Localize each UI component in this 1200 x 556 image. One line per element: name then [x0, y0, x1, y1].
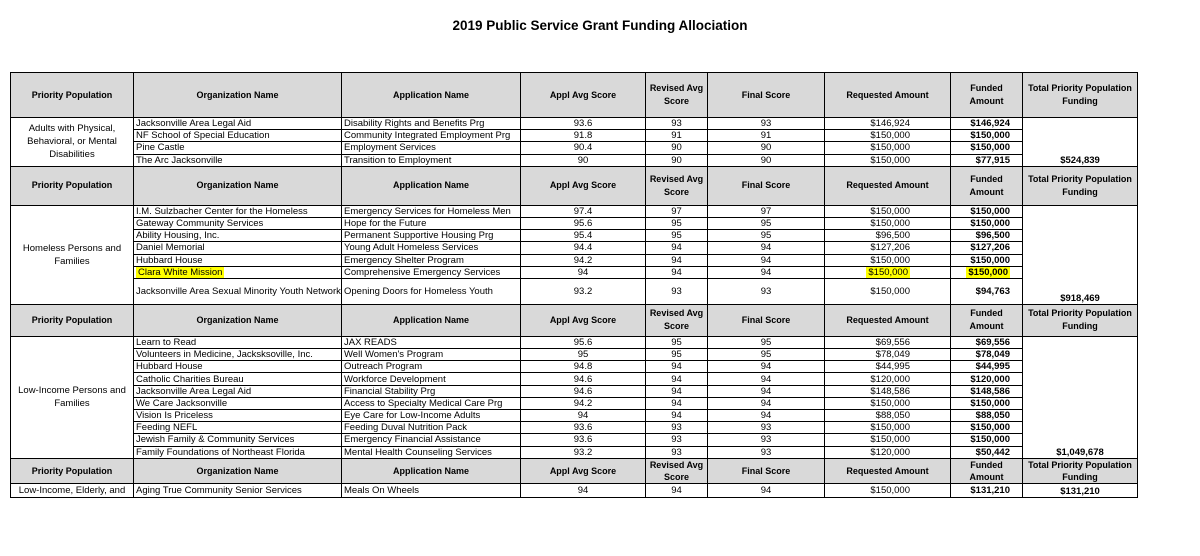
column-header-total-priority-population-funding: Total Priority Population Funding [1023, 304, 1138, 336]
column-header-application-name: Application Name [342, 73, 521, 118]
requested-amount-cell: $120,000 [825, 446, 951, 458]
funded-amount-cell: $88,050 [951, 410, 1023, 422]
column-header-funded-amount: Funded Amount [951, 304, 1023, 336]
requested-amount-cell: $44,995 [825, 361, 951, 373]
column-header-requested-amount: Requested Amount [825, 458, 951, 483]
column-header-revised-avg-score: Revised Avg Score [646, 304, 708, 336]
table-row [11, 142, 1138, 154]
appl-avg-score-cell: 93.2 [521, 278, 646, 304]
funded-amount-cell: $148,586 [951, 385, 1023, 397]
revised-avg-score-cell: 94 [646, 385, 708, 397]
appl-avg-score-cell: 94.2 [521, 254, 646, 266]
final-score-cell: 95 [708, 230, 825, 242]
revised-avg-score-cell: 95 [646, 230, 708, 242]
application-name-cell: Community Integrated Employment Prg [342, 130, 521, 142]
requested-amount-cell: $150,000 [825, 154, 951, 166]
requested-amount-cell: $150,000 [825, 254, 951, 266]
table-row [11, 154, 1138, 166]
organization-name-cell: Hubbard House [134, 254, 342, 266]
requested-amount-cell: $150,000 [825, 422, 951, 434]
page-title: 2019 Public Service Grant Funding Allociation [452, 18, 748, 33]
appl-avg-score-cell: 95.6 [521, 336, 646, 348]
application-name-cell: Emergency Financial Assistance [342, 434, 521, 446]
revised-avg-score-cell: 93 [646, 118, 708, 130]
final-score-cell: 94 [708, 483, 825, 497]
application-name-cell: Outreach Program [342, 361, 521, 373]
organization-name-cell: Hubbard House [134, 361, 342, 373]
revised-avg-score-cell: 93 [646, 446, 708, 458]
requested-amount-cell: $148,586 [825, 385, 951, 397]
funded-amount-cell: $78,049 [951, 349, 1023, 361]
organization-name-cell: Volunteers in Medicine, Jacksksoville, Inc. [134, 349, 342, 361]
column-header-final-score: Final Score [708, 73, 825, 118]
final-score-cell: 95 [708, 336, 825, 348]
final-score-cell: 94 [708, 410, 825, 422]
funded-amount-cell: $96,500 [951, 230, 1023, 242]
appl-avg-score-cell: 94 [521, 483, 646, 497]
revised-avg-score-cell: 94 [646, 483, 708, 497]
funded-amount-cell: $150,000 [951, 422, 1023, 434]
table-row [11, 130, 1138, 142]
organization-name-cell: Aging True Community Senior Services [134, 483, 342, 497]
organization-name-cell [134, 266, 342, 278]
column-header-application-name: Application Name [342, 458, 521, 483]
column-header-revised-avg-score: Revised Avg Score [646, 458, 708, 483]
final-score-cell: 94 [708, 373, 825, 385]
revised-avg-score-cell: 90 [646, 154, 708, 166]
table-row [11, 373, 1138, 385]
column-header-total-priority-population-funding: Total Priority Population Funding [1023, 458, 1138, 483]
appl-avg-score-cell: 91.8 [521, 130, 646, 142]
application-name-cell: Access to Specialty Medical Care Prg [342, 397, 521, 409]
final-score-cell: 93 [708, 434, 825, 446]
table-row [11, 385, 1138, 397]
final-score-cell: 94 [708, 266, 825, 278]
application-name-cell: Well Women's Program [342, 349, 521, 361]
total-funding-cell: $131,210 [1023, 483, 1138, 497]
final-score-cell: 97 [708, 205, 825, 217]
funded-amount-cell: $50,442 [951, 446, 1023, 458]
column-header-organization-name: Organization Name [134, 458, 342, 483]
revised-avg-score-cell: 93 [646, 434, 708, 446]
appl-avg-score-cell: 95.6 [521, 217, 646, 229]
appl-avg-score-cell: 90 [521, 154, 646, 166]
application-name-cell: JAX READS [342, 336, 521, 348]
table-row [11, 422, 1138, 434]
funded-amount-cell: $150,000 [951, 142, 1023, 154]
revised-avg-score-cell: 94 [646, 254, 708, 266]
column-header-appl-avg-score: Appl Avg Score [521, 304, 646, 336]
organization-name-cell: Jacksonville Area Sexual Minority Youth Network [134, 278, 342, 304]
requested-amount-cell: $150,000 [825, 483, 951, 497]
application-name-cell: Hope for the Future [342, 217, 521, 229]
appl-avg-score-cell: 93.6 [521, 118, 646, 130]
requested-amount-cell: $150,000 [825, 397, 951, 409]
appl-avg-score-cell: 94 [521, 266, 646, 278]
revised-avg-score-cell: 91 [646, 130, 708, 142]
appl-avg-score-cell: 93.6 [521, 422, 646, 434]
table-row [11, 118, 1138, 130]
table-row [11, 242, 1138, 254]
header-row [11, 458, 1138, 483]
revised-avg-score-cell: 90 [646, 142, 708, 154]
application-name-cell: Permanent Supportive Housing Prg [342, 230, 521, 242]
application-name-cell: Employment Services [342, 142, 521, 154]
application-name-cell: Opening Doors for Homeless Youth [342, 278, 521, 304]
priority-population-cell: Low-Income, Elderly, and [11, 483, 134, 497]
requested-amount-cell: $78,049 [825, 349, 951, 361]
organization-name-cell: NF School of Special Education [134, 130, 342, 142]
appl-avg-score-cell: 94.4 [521, 242, 646, 254]
application-name-cell: Disability Rights and Benefits Prg [342, 118, 521, 130]
funded-amount-cell: $131,210 [951, 483, 1023, 497]
organization-name-cell: Jacksonville Area Legal Aid [134, 385, 342, 397]
organization-name-cell: We Care Jacksonville [134, 397, 342, 409]
organization-name-cell: Jacksonville Area Legal Aid [134, 118, 342, 130]
revised-avg-score-cell: 94 [646, 410, 708, 422]
table-row [11, 336, 1138, 348]
column-header-organization-name: Organization Name [134, 304, 342, 336]
final-score-cell: 91 [708, 130, 825, 142]
revised-avg-score-cell: 94 [646, 361, 708, 373]
organization-name-cell: Feeding NEFL [134, 422, 342, 434]
revised-avg-score-cell: 95 [646, 336, 708, 348]
final-score-cell: 93 [708, 118, 825, 130]
table-row [11, 446, 1138, 458]
revised-avg-score-cell: 94 [646, 397, 708, 409]
final-score-cell: 95 [708, 349, 825, 361]
appl-avg-score-cell: 94.6 [521, 385, 646, 397]
table-row [11, 278, 1138, 304]
column-header-revised-avg-score: Revised Avg Score [646, 73, 708, 118]
table-row [11, 230, 1138, 242]
table-row [11, 483, 1138, 497]
priority-population-cell: Low-Income Persons and Families [11, 336, 134, 458]
column-header-requested-amount: Requested Amount [825, 166, 951, 205]
header-row [11, 304, 1138, 336]
column-header-appl-avg-score: Appl Avg Score [521, 73, 646, 118]
final-score-cell: 93 [708, 422, 825, 434]
column-header-application-name: Application Name [342, 166, 521, 205]
application-name-cell: Workforce Development [342, 373, 521, 385]
application-name-cell: Comprehensive Emergency Services [342, 266, 521, 278]
requested-amount-cell [825, 266, 951, 278]
organization-name-cell: Pine Castle [134, 142, 342, 154]
priority-population-cell: Adults with Physical, Behavioral, or Mental Disabilities [11, 118, 134, 167]
requested-amount-cell: $150,000 [825, 130, 951, 142]
appl-avg-score-cell: 95 [521, 349, 646, 361]
application-name-cell: Young Adult Homeless Services [342, 242, 521, 254]
revised-avg-score-cell: 93 [646, 278, 708, 304]
column-header-organization-name: Organization Name [134, 73, 342, 118]
appl-avg-score-cell: 93.2 [521, 446, 646, 458]
column-header-revised-avg-score: Revised Avg Score [646, 166, 708, 205]
priority-population-cell: Homeless Persons and Families [11, 205, 134, 304]
application-name-cell: Financial Stability Prg [342, 385, 521, 397]
application-name-cell: Feeding Duval Nutrition Pack [342, 422, 521, 434]
grant-funding-table [10, 72, 1138, 498]
organization-name-cell: Gateway Community Services [134, 217, 342, 229]
table-row [11, 217, 1138, 229]
total-funding-cell: $918,469 [1023, 205, 1138, 304]
revised-avg-score-cell: 94 [646, 373, 708, 385]
header-row [11, 166, 1138, 205]
revised-avg-score-cell: 95 [646, 349, 708, 361]
column-header-final-score: Final Score [708, 304, 825, 336]
table-row [11, 361, 1138, 373]
column-header-funded-amount: Funded Amount [951, 73, 1023, 118]
column-header-application-name: Application Name [342, 304, 521, 336]
requested-amount-cell: $150,000 [825, 278, 951, 304]
column-header-final-score: Final Score [708, 458, 825, 483]
column-header-funded-amount: Funded Amount [951, 458, 1023, 483]
column-header-appl-avg-score: Appl Avg Score [521, 166, 646, 205]
application-name-cell: Eye Care for Low-Income Adults [342, 410, 521, 422]
appl-avg-score-cell: 97.4 [521, 205, 646, 217]
funded-amount-cell: $44,995 [951, 361, 1023, 373]
column-header-final-score: Final Score [708, 166, 825, 205]
application-name-cell: Emergency Services for Homeless Men [342, 205, 521, 217]
table-row [11, 397, 1138, 409]
final-score-cell: 94 [708, 361, 825, 373]
final-score-cell: 94 [708, 242, 825, 254]
organization-name-cell: I.M. Sulzbacher Center for the Homeless [134, 205, 342, 217]
column-header-requested-amount: Requested Amount [825, 73, 951, 118]
final-score-cell: 93 [708, 278, 825, 304]
funded-amount-cell: $127,206 [951, 242, 1023, 254]
final-score-cell: 94 [708, 385, 825, 397]
requested-amount-cell: $69,556 [825, 336, 951, 348]
final-score-cell: 90 [708, 154, 825, 166]
column-header-total-priority-population-funding: Total Priority Population Funding [1023, 166, 1138, 205]
funded-amount-cell [951, 266, 1023, 278]
funded-amount-cell: $150,000 [951, 130, 1023, 142]
funded-amount-cell: $120,000 [951, 373, 1023, 385]
final-score-cell: 93 [708, 446, 825, 458]
revised-avg-score-cell: 93 [646, 422, 708, 434]
funded-amount-cell: $69,556 [951, 336, 1023, 348]
table-row [11, 254, 1138, 266]
revised-avg-score-cell: 95 [646, 217, 708, 229]
final-score-cell: 95 [708, 217, 825, 229]
organization-name-cell: Vision Is Priceless [134, 410, 342, 422]
column-header-total-priority-population-funding: Total Priority Population Funding [1023, 73, 1138, 118]
revised-avg-score-cell: 94 [646, 266, 708, 278]
column-header-requested-amount: Requested Amount [825, 304, 951, 336]
header-row [11, 73, 1138, 118]
column-header-appl-avg-score: Appl Avg Score [521, 458, 646, 483]
column-header-funded-amount: Funded Amount [951, 166, 1023, 205]
revised-avg-score-cell: 94 [646, 242, 708, 254]
application-name-cell: Mental Health Counseling Services [342, 446, 521, 458]
requested-amount-cell: $150,000 [825, 142, 951, 154]
final-score-cell: 90 [708, 142, 825, 154]
funded-amount-cell: $94,763 [951, 278, 1023, 304]
organization-name-cell: Ability Housing, Inc. [134, 230, 342, 242]
final-score-cell: 94 [708, 397, 825, 409]
total-funding-cell: $524,839 [1023, 118, 1138, 167]
funded-amount-cell: $150,000 [951, 397, 1023, 409]
column-header-organization-name: Organization Name [134, 166, 342, 205]
funded-amount-cell: $150,000 [951, 254, 1023, 266]
appl-avg-score-cell: 94.8 [521, 361, 646, 373]
funded-amount-cell: $150,000 [951, 434, 1023, 446]
total-funding-cell: $1,049,678 [1023, 336, 1138, 458]
column-header-priority-population: Priority Population [11, 458, 134, 483]
application-name-cell: Meals On Wheels [342, 483, 521, 497]
organization-name-cell: The Arc Jacksonville [134, 154, 342, 166]
requested-amount-cell: $96,500 [825, 230, 951, 242]
table-row [11, 410, 1138, 422]
revised-avg-score-cell: 97 [646, 205, 708, 217]
highlighted-text: $150,000 [868, 266, 908, 278]
table-row [11, 205, 1138, 217]
final-score-cell: 94 [708, 254, 825, 266]
funded-amount-cell: $150,000 [951, 217, 1023, 229]
funded-amount-cell: $150,000 [951, 205, 1023, 217]
requested-amount-cell: $127,206 [825, 242, 951, 254]
table-row [11, 349, 1138, 361]
requested-amount-cell: $150,000 [825, 205, 951, 217]
appl-avg-score-cell: 94 [521, 410, 646, 422]
highlighted-text: Clara White Mission [138, 266, 223, 278]
appl-avg-score-cell: 94.6 [521, 373, 646, 385]
requested-amount-cell: $146,924 [825, 118, 951, 130]
appl-avg-score-cell: 94.2 [521, 397, 646, 409]
organization-name-cell: Catholic Charities Bureau [134, 373, 342, 385]
appl-avg-score-cell: 93.6 [521, 434, 646, 446]
appl-avg-score-cell: 90.4 [521, 142, 646, 154]
funded-amount-cell: $77,915 [951, 154, 1023, 166]
organization-name-cell: Daniel Memorial [134, 242, 342, 254]
highlighted-text: $150,000 [968, 266, 1008, 278]
table-row [11, 266, 1138, 278]
requested-amount-cell: $120,000 [825, 373, 951, 385]
organization-name-cell: Jewish Family & Community Services [134, 434, 342, 446]
application-name-cell: Emergency Shelter Program [342, 254, 521, 266]
column-header-priority-population: Priority Population [11, 166, 134, 205]
funded-amount-cell: $146,924 [951, 118, 1023, 130]
requested-amount-cell: $150,000 [825, 217, 951, 229]
column-header-priority-population: Priority Population [11, 73, 134, 118]
organization-name-cell: Family Foundations of Northeast Florida [134, 446, 342, 458]
table-row [11, 434, 1138, 446]
application-name-cell: Transition to Employment [342, 154, 521, 166]
organization-name-cell: Learn to Read [134, 336, 342, 348]
appl-avg-score-cell: 95.4 [521, 230, 646, 242]
column-header-priority-population: Priority Population [11, 304, 134, 336]
requested-amount-cell: $88,050 [825, 410, 951, 422]
requested-amount-cell: $150,000 [825, 434, 951, 446]
